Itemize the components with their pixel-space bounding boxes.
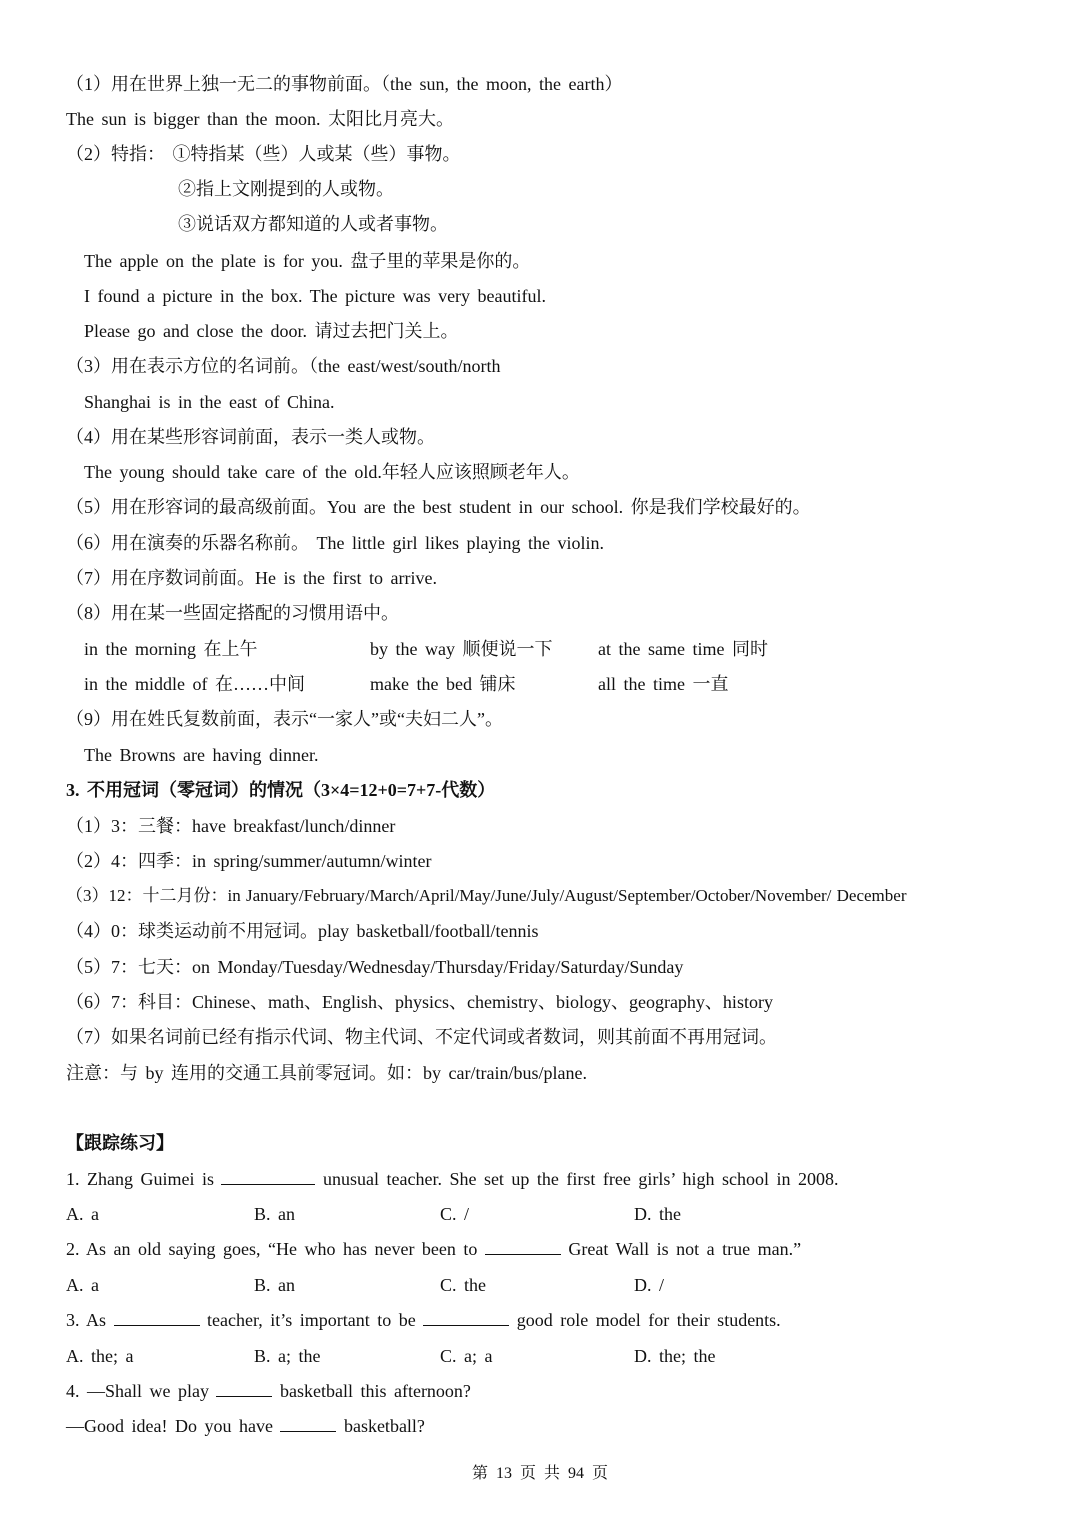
example-2c: Please go and close the door. 请过去把门关上。	[84, 321, 459, 341]
question-text: 1. Zhang Guimei is	[66, 1169, 214, 1189]
practice-heading: 【跟踪练习】	[66, 1133, 174, 1153]
option-d[interactable]: D. the; the	[634, 1346, 716, 1366]
option-d[interactable]: D. /	[634, 1275, 664, 1295]
question-1	[66, 1168, 839, 1190]
option-a[interactable]: A. a	[66, 1204, 99, 1224]
example-4: The young should take care of the old.年轻人应该照顾老年人。	[84, 462, 580, 482]
rule-7: （7）用在序数词前面。He is the first to arrive.	[66, 568, 437, 588]
example-9: The Browns are having dinner.	[84, 745, 319, 765]
example-1: The sun is bigger than the moon. 太阳比月亮大。	[66, 109, 454, 129]
answer-blank[interactable]	[423, 1309, 509, 1326]
phrase: all the time 一直	[598, 674, 729, 694]
question-text: Great Wall is not a true man.”	[568, 1239, 802, 1259]
zero-article-item: （5）7：七天：on Monday/Tuesday/Wednesday/Thursday/Friday/Saturday/Sunday	[66, 957, 684, 977]
option-c[interactable]: C. the	[440, 1275, 486, 1295]
rule-1: （1）用在世界上独一无二的事物前面。（the sun, the moon, the earth）	[66, 74, 623, 94]
rule-2-sub-3: ③说话双方都知道的人或者事物。	[178, 214, 448, 234]
note: 注意：与 by 连用的交通工具前零冠词。如：by car/train/bus/plane.	[66, 1063, 587, 1083]
rule-2-sub-2: ②指上文刚提到的人或物。	[178, 179, 394, 199]
rule-8: （8）用在某一些固定搭配的习惯用语中。	[66, 603, 399, 623]
question-text: —Good idea! Do you have	[66, 1416, 273, 1436]
question-text: basketball this afternoon?	[279, 1381, 471, 1401]
question-text: unusual teacher. She set up the first free girls’ high school in 2008.	[322, 1169, 839, 1189]
phrase: by the way 顺便说一下	[370, 639, 553, 659]
phrase: in the middle of 在……中间	[84, 674, 305, 694]
option-c[interactable]: C. a; a	[440, 1346, 493, 1366]
option-a[interactable]: A. the; a	[66, 1346, 134, 1366]
rule-2: （2）特指： ①特指某（些）人或某（些）事物。	[66, 144, 461, 164]
answer-blank[interactable]	[216, 1380, 272, 1397]
option-d[interactable]: D. the	[634, 1204, 681, 1224]
zero-article-item: （6）7：科目：Chinese、math、English、physics、chemistry、biology、geography、history	[66, 992, 773, 1012]
phrase: at the same time 同时	[598, 639, 768, 659]
rule-6: （6）用在演奏的乐器名称前。 The little girl likes playing the violin.	[66, 533, 604, 553]
option-b[interactable]: B. an	[254, 1204, 295, 1224]
example-2a: The apple on the plate is for you. 盘子里的苹果是你的。	[84, 251, 531, 271]
zero-article-item: （4）0：球类运动前不用冠词。play basketball/football/tennis	[66, 921, 539, 941]
phrase: in the morning 在上午	[84, 639, 258, 659]
question-3	[66, 1309, 781, 1331]
option-c[interactable]: C. /	[440, 1204, 470, 1224]
answer-blank[interactable]	[114, 1309, 200, 1326]
zero-article-item: （3）12：十二月份：in January/February/March/April/May/June/July/August/September/October/November/ December	[66, 886, 907, 905]
page-number: 第 13 页 共 94 页	[471, 1465, 608, 1482]
answer-blank[interactable]	[485, 1238, 561, 1255]
question-2	[66, 1238, 801, 1260]
example-3: Shanghai is in the east of China.	[84, 392, 335, 412]
question-text: teacher, it’s important to be	[207, 1310, 416, 1330]
answer-blank[interactable]	[221, 1168, 315, 1185]
rule-4: （4）用在某些形容词前面，表示一类人或物。	[66, 427, 435, 447]
rule-3: （3）用在表示方位的名词前。（the east/west/south/north	[66, 356, 501, 376]
rule-9: （9）用在姓氏复数前面，表示“一家人”或“夫妇二人”。	[66, 709, 503, 729]
rule-5: （5）用在形容词的最高级前面。You are the best student in our school. 你是我们学校最好的。	[66, 497, 811, 517]
answer-blank[interactable]	[280, 1415, 336, 1432]
question-4	[66, 1380, 471, 1402]
option-a[interactable]: A. a	[66, 1275, 99, 1295]
zero-article-item: （7）如果名词前已经有指示代词、物主代词、不定代词或者数词，则其前面不再用冠词。	[66, 1027, 777, 1047]
option-b[interactable]: B. an	[254, 1275, 295, 1295]
question-text: 3. As	[66, 1310, 107, 1330]
question-text: 2. As an old saying goes, “He who has never been to	[66, 1239, 478, 1259]
zero-article-item: （1）3：三餐：have breakfast/lunch/dinner	[66, 816, 396, 836]
question-text: basketball?	[343, 1416, 425, 1436]
section-heading: 3. 不用冠词（零冠词）的情况（3×4=12+0=7+7-代数）	[66, 780, 496, 800]
phrase: make the bed 铺床	[370, 674, 516, 694]
zero-article-item: （2）4：四季：in spring/summer/autumn/winter	[66, 851, 432, 871]
option-b[interactable]: B. a; the	[254, 1346, 321, 1366]
question-text: good role model for their students.	[516, 1310, 781, 1330]
question-4-reply	[66, 1415, 425, 1437]
question-text: 4. —Shall we play	[66, 1381, 209, 1401]
example-2b: I found a picture in the box. The picture was very beautiful.	[84, 286, 547, 306]
